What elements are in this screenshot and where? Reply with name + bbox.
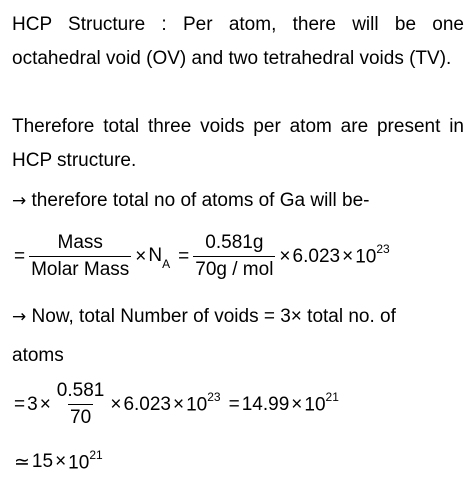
fraction-denominator: 70	[68, 404, 93, 429]
avogadro-symbol: $N_A$	[148, 244, 171, 272]
times-sign: ×	[39, 393, 51, 415]
fraction-mass	[29, 232, 131, 281]
approx-sign: ≃	[14, 451, 30, 473]
result-value: 14.99	[241, 393, 290, 415]
times-sign: ×	[342, 245, 354, 267]
step-voids-line2: atoms	[12, 345, 64, 366]
power-of-ten: $10^{23}$	[355, 242, 390, 268]
result-power: $10^{21}$	[304, 390, 339, 416]
times-sign: ×	[135, 245, 147, 267]
fraction-denominator: Molar Mass	[29, 256, 131, 281]
multiplier: 3	[27, 393, 38, 415]
equation-voids	[12, 380, 339, 429]
arrow-icon: →	[12, 191, 27, 211]
voids-paragraph: Therefore total three voids per atom are present in HCP structure.	[12, 116, 464, 171]
fraction-ratio	[55, 380, 107, 429]
eq-sign: =	[178, 245, 190, 267]
eq-sign: =	[14, 393, 26, 415]
times-sign: ×	[291, 393, 303, 415]
times-sign: ×	[110, 393, 122, 415]
avogadro-value: 6.023	[123, 393, 171, 415]
equation-atoms	[12, 232, 390, 281]
eq-sign: =	[14, 245, 26, 267]
fraction-values	[193, 232, 275, 281]
times-sign: ×	[173, 393, 185, 415]
times-sign: ×	[279, 245, 291, 267]
step-atoms-line	[12, 190, 369, 212]
approx-power: $10^{21}$	[68, 448, 103, 474]
approx-value: 15	[31, 451, 54, 473]
step-voids-text: Now, total Number of voids = 3× total no. of	[26, 306, 396, 327]
step-atoms-text: therefore total no of atoms of Ga will be-	[26, 190, 370, 211]
power-of-ten: $10^{23}$	[186, 390, 221, 416]
fraction-numerator: 0.581	[56, 380, 105, 401]
avogadro-value: 6.023	[292, 245, 341, 267]
fraction-numerator: Mass	[57, 232, 103, 253]
times-sign: ×	[55, 451, 67, 473]
fraction-numerator: 0.581g	[205, 232, 264, 253]
fraction-denominator: 70g / mol	[193, 256, 275, 281]
equation-approx	[12, 450, 103, 474]
hcp-paragraph: HCP Structure : Per atom, there will be one octahedral void (OV) and two tetrahedral voids (TV).	[12, 14, 464, 69]
step-voids-line	[12, 300, 464, 334]
arrow-icon: →	[12, 307, 27, 327]
eq-sign: =	[228, 393, 240, 415]
